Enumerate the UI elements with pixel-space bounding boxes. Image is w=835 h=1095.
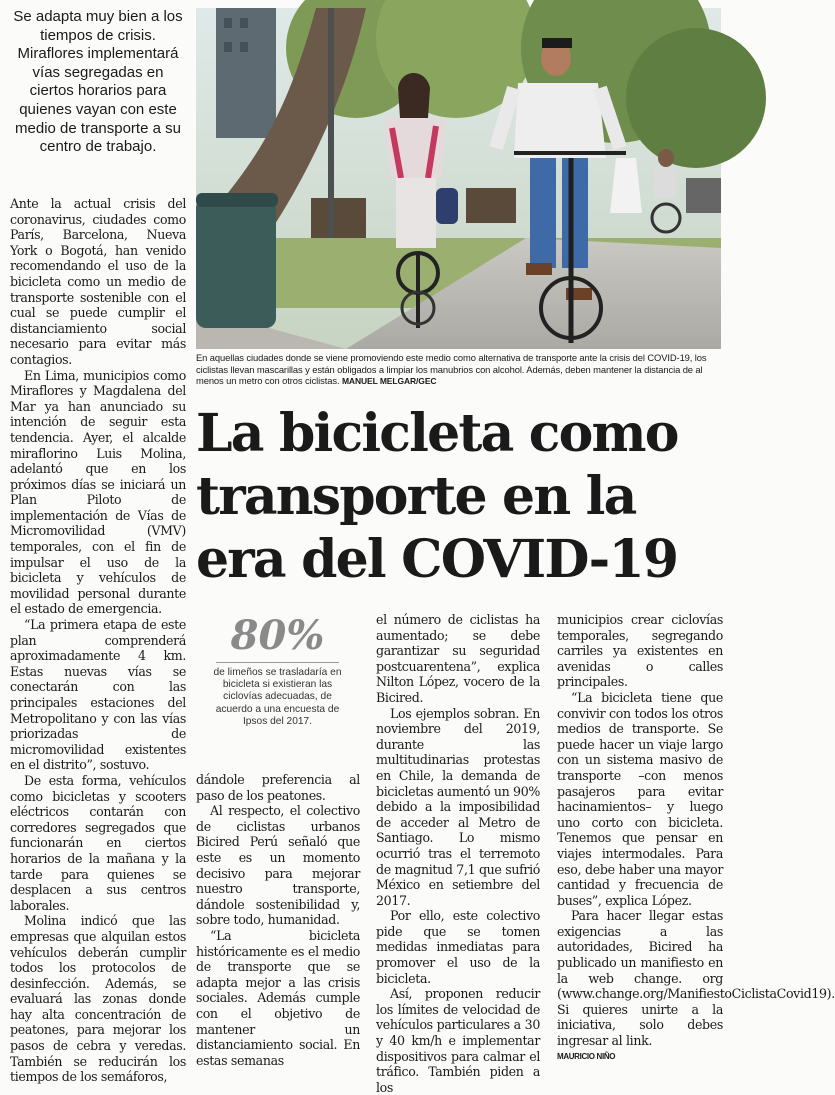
- article-lead: Se adapta muy bien a los tiempos de crisis. Miraflores implementará vías segregadas en ciertos horarios para quienes vayan con este medio de transporte a su centro de trabajo.: [13, 8, 183, 156]
- body-column-4: [557, 612, 835, 1064]
- stat-text: de limeños se trasladaría en bicicleta si existieran las ciclovías adecuadas, de acuerdo a una encuesta de Ipsos del 2017.: [213, 667, 342, 727]
- author-byline: MAURICIO NIÑO: [557, 1051, 616, 1061]
- paragraph: el número de ciclistas ha aumentado; se debe garantizar su seguridad postcuarentena”, explica Nilton López, vocero de la Bicired.: [376, 612, 540, 705]
- paragraph: De esta forma, vehículos como bicicletas y scooters eléctricos contarán con corredores segregados que funcionarán en ciertos horarios de la mañana y la tarde para quienes se desplacen a sus centros laborales.: [10, 772, 186, 913]
- paragraph: municipios crear ciclovías temporales, segregando carriles ya existentes en avenidas o calles principales.: [557, 612, 723, 690]
- article-photo: [196, 8, 721, 349]
- body-column-3: [376, 612, 540, 1095]
- headline-line: transporte en la: [196, 466, 636, 527]
- photo-caption: [196, 352, 722, 388]
- body-column-2: [196, 772, 360, 1068]
- paragraph: Para hacer llegar estas exigencias a las autoridades, Bicired ha publicado un manifiesto en la web change. org (www.change.org/ManifiestoCiclistaCovid19). Si quieres unirte a la iniciativa, solo debes ingresar al link.: [557, 908, 835, 1049]
- photo-credit: MANUEL MELGAR/GEC: [341, 376, 437, 387]
- headline-line: La bicicleta como: [196, 403, 678, 464]
- paragraph: “La bicicleta históricamente es el medio de transporte que se adapta mejor a las crisis sociales. Además cumple con el objetivo de mantener un distanciamiento social. En estas semanas: [196, 927, 360, 1068]
- paragraph: Así, proponen reducir los límites de velocidad de vehículos particulares a 30 y 40 km/h e implementar dispositivos para calmar el tráfico. También piden a los: [376, 986, 540, 1095]
- paragraph: dándole preferencia al paso de los peatones.: [196, 772, 360, 803]
- paragraph: En Lima, municipios como Miraflores y Magdalena del Mar ya han anunciado su intención de seguir esta tendencia. Ayer, el alcalde miraflorino Luis Molina, adelantó que en los próximos días se iniciará un Plan Piloto de implementación de Vías de Micromovilidad (VMV) temporales, con el fin de impulsar el uso de la bicicleta y vehículos de movilidad personal durante el estado de emergencia.: [10, 367, 186, 617]
- paragraph: Ante la actual crisis del coronavirus, ciudades como París, Barcelona, Nueva York o Bogotá, han venido recomendando el uso de la bicicleta como un medio de transporte sostenible con el cual se puede cumplir el distanciamiento social necesario para evitar más contagios.: [10, 196, 186, 367]
- stat-callout: [210, 612, 345, 728]
- paragraph: “La bicicleta tiene que convivir con todos los otros medios de transporte. Se puede hacer un viaje largo con un sistema masivo de transporte –con menos pasajeros para evitar hacinamientos– y luego uno corto con bicicleta. Tenemos que pensar en viajes intermodales. Para eso, debe haber una mayor cantidad y frecuencia de buses”, explica López.: [557, 689, 723, 908]
- paragraph: Al respecto, el colectivo de ciclistas urbanos Bicired Perú señaló que este es un momento decisivo para mejorar nuestro transporte, dándole sostenibilidad y, sobre todo, humanidad.: [196, 803, 360, 928]
- cyclists-photo-illustration: [196, 8, 721, 349]
- paragraph: Por ello, este colectivo pide que se tomen medidas inmediatas para promover el uso de la bicicleta.: [376, 908, 540, 986]
- body-column-1: [10, 196, 186, 1085]
- stat-divider: [216, 662, 339, 663]
- paragraph: Molina indicó que las empresas que alquilan estos vehículos deberán cumplir todos los protocolos de desinfección. Además, se evaluará las zonas donde hay alta concentración de peatones, para mejorar los pasos de cebra y veredas. También se reducirán los tiempos de los semáforos,: [10, 913, 186, 1085]
- stat-value: 80%: [230, 612, 325, 659]
- paragraph: Los ejemplos sobran. En noviembre del 2019, durante las multitudinarias protestas en Chile, la demanda de bicicletas aumentó un 90% debido a la imposibilidad de acceder al Metro de Santiago. Lo mismo ocurrió tras el terremoto de magnitud 7,1 que sufrió México en setiembre del 2017.: [376, 705, 540, 908]
- paragraph: “La primera etapa de este plan comprenderá aproximadamente 4 km. Estas nuevas vías se conectarán con las principales estaciones del Metropolitano y con las vías priorizadas de micromovilidad existentes en el distrito”, sostuvo.: [10, 617, 186, 773]
- headline-line: era del COVID-19: [196, 529, 678, 590]
- article-headline: [196, 402, 726, 591]
- caption-text: En aquellas ciudades donde se viene promoviendo este medio como alternativa de transporte ante la crisis del COVID-19, los ciclistas llevan mascarillas y están obligados a limpiar los manubrios con alcohol. Además, deben mantener la distancia de al menos un metro con otros ciclistas.: [196, 352, 707, 387]
